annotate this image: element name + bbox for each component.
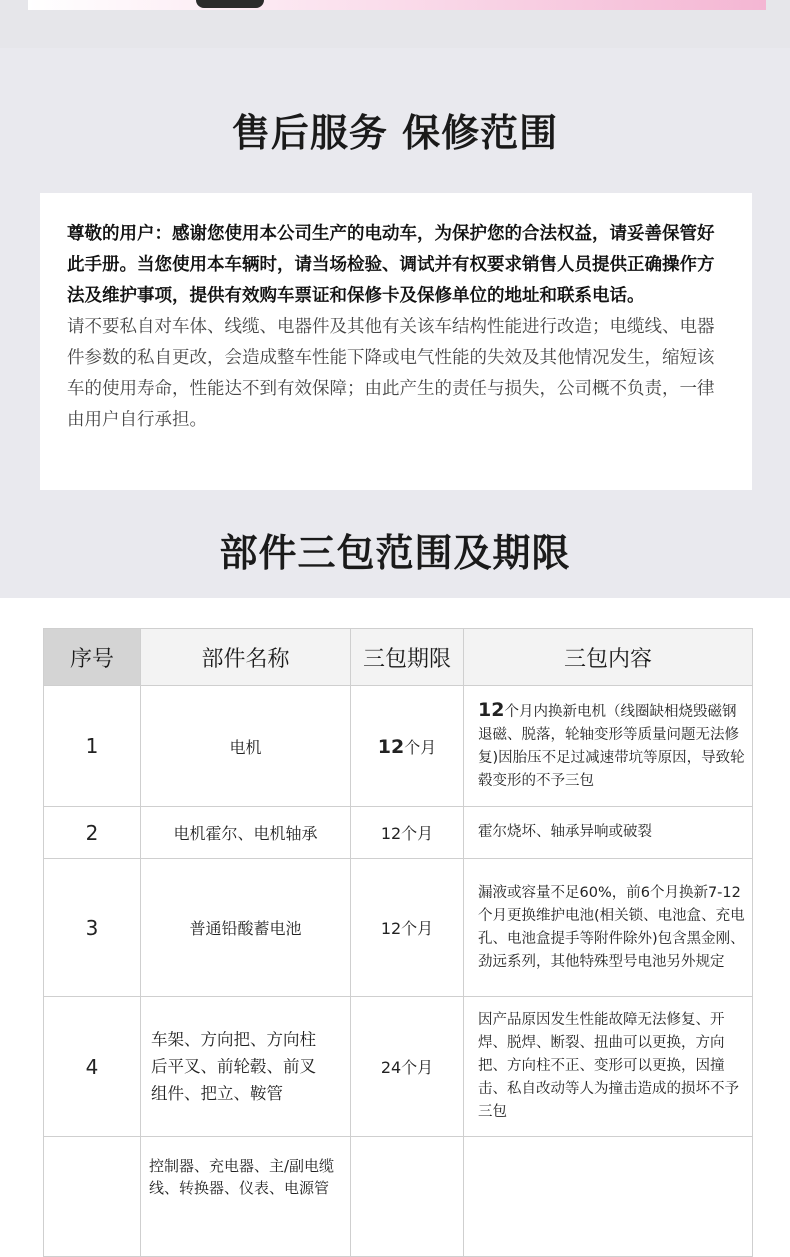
row-content [464, 1137, 753, 1257]
table-row [44, 997, 753, 1137]
notice-normal-paragraph: 请不要私自对车体、线缆、电器件及其他有关该车结构性能进行改造；电缆线、电器件参数的私自更改，会造成整车性能下降或电气性能的失效及其他情况发生，缩短该车的使用寿命，性能达不到有效保障；由此产生的责任与损失，公司概不负责，一律由用户自行承担。 [67, 317, 715, 430]
content-number: 12 [478, 699, 505, 721]
part-name-line: 后平叉、前轮毂、前叉 [151, 1057, 316, 1076]
top-band [0, 0, 790, 48]
table-header-row [44, 629, 753, 686]
header-period: 三包期限 [351, 629, 464, 686]
row-content: 霍尔烧坏、轴承异响或破裂 [464, 807, 753, 859]
period-number: 12 [377, 735, 405, 758]
row-part-name [141, 1137, 351, 1257]
notice-bold-paragraph: 尊敬的用户：感谢您使用本公司生产的电动车，为保护您的合法权益，请妥善保管好此手册。当您使用本车辆时，请当场检验、调试并有权要求销售人员提供正确操作方法及维护事项，提供有效购车票证和保修卡及保修单位的地址和联系电话。 [67, 224, 715, 306]
row-content: 漏液或容量不足60%，前6个月换新7-12个月更换维护电池(相关锁、电池盒、充电孔、电池盒提手等附件除外)包含黑金刚、劲远系列，其他特殊型号电池另外规定 [464, 859, 753, 997]
section-title-parts: 部件三包范围及期限 [219, 531, 571, 575]
part-name-line: 线、转换器、仪表、电源管 [149, 1179, 330, 1197]
row-part-name [141, 997, 351, 1137]
row-no: 4 [44, 997, 141, 1137]
content-text: 个月内换新电机（线圈缺相烧毁磁钢退磁、脱落，轮轴变形等质量问题无法修复)因胎压不足过减速带坑等原因，导致轮毂变形的不予三包 [478, 704, 745, 789]
header-content: 三包内容 [464, 629, 753, 686]
period-unit: 个月 [404, 737, 437, 757]
row-period: 12个月 [351, 807, 464, 859]
row-period: 24个月 [351, 997, 464, 1137]
row-part-name: 电机 [141, 686, 351, 807]
top-product-banner [28, 0, 766, 10]
row-period [351, 686, 464, 807]
part-name-line: 控制器、充电器、主/副电缆 [149, 1157, 335, 1175]
table-row [44, 859, 753, 997]
notice-card [40, 193, 752, 490]
row-no: 2 [44, 807, 141, 859]
row-part-name: 普通铅酸蓄电池 [141, 859, 351, 997]
header-part-name: 部件名称 [141, 629, 351, 686]
row-period: 12个月 [351, 859, 464, 997]
row-content [464, 686, 753, 807]
part-name-line: 组件、把立、鞍管 [151, 1084, 283, 1103]
table-row [44, 686, 753, 807]
section-title-warranty: 售后服务 保修范围 [231, 111, 559, 155]
part-name-line: 车架、方向把、方向柱 [151, 1030, 316, 1049]
row-content: 因产品原因发生性能故障无法修复、开焊、脱焊、断裂、扭曲可以更换，方向把、方向柱不正、变形可以更换，因撞击、私自改动等人为撞击造成的损坏不予三包 [464, 997, 753, 1137]
header-no: 序号 [44, 629, 141, 686]
table-row [44, 1137, 753, 1257]
row-no [44, 1137, 141, 1257]
row-no: 3 [44, 859, 141, 997]
row-part-name: 电机霍尔、电机轴承 [141, 807, 351, 859]
warranty-table [43, 628, 753, 1257]
wheel-image-fragment [196, 0, 264, 8]
warranty-table-wrapper [43, 628, 752, 1257]
table-row [44, 807, 753, 859]
row-period [351, 1137, 464, 1257]
row-no: 1 [44, 686, 141, 807]
